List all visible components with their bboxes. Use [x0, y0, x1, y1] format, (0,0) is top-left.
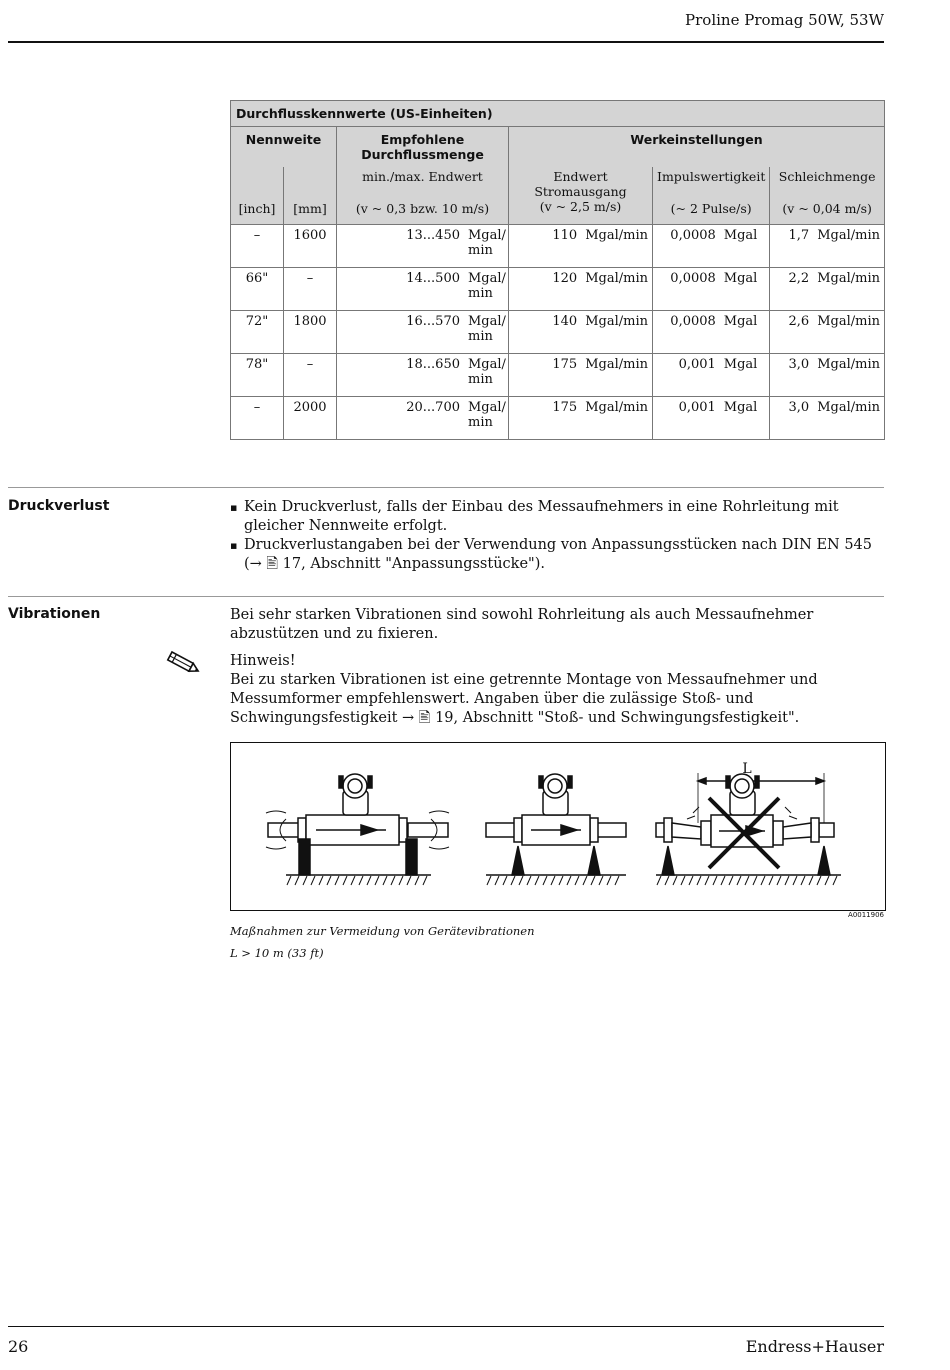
- note-text: Bei zu starken Vibrationen ist eine getrennte Montage von Messaufnehmer und Messumformer empfehlenswert. Angaben über die zulässige Stoß- und Schwingungsfestigkeit → 🖹 19, Abschnitt "Stoß- und Schwingungsfestigkeit".: [230, 672, 818, 726]
- endwert-value: 110: [552, 228, 578, 243]
- impuls-value: 0,001: [678, 400, 716, 415]
- cell-flow: [337, 397, 509, 440]
- subheader-schleichmenge: Schleichmenge (v ~ 0,04 m/s): [770, 167, 885, 225]
- table-row: [231, 397, 885, 440]
- impuls-unit: Mgal: [723, 271, 758, 286]
- note-title: Hinweis!: [230, 653, 296, 669]
- cell-flow: [337, 311, 509, 354]
- cell-flow: [337, 268, 509, 311]
- endwert-unit: Mgal/min: [585, 228, 648, 243]
- endwert-unit: Mgal/min: [585, 314, 648, 329]
- cell-inch: –: [231, 225, 284, 268]
- schleich-value: 3,0: [788, 400, 810, 415]
- endwert-unit: Mgal/min: [585, 357, 648, 372]
- cell-mm: 1800: [284, 311, 337, 354]
- flow-range: 16...570: [406, 314, 460, 329]
- impuls-value: 0,001: [678, 357, 716, 372]
- vibration-figure: [230, 742, 886, 911]
- cell-inch: 66": [231, 268, 284, 311]
- schleich-unit: Mgal/min: [817, 271, 880, 286]
- flow-unit: Mgal/ min: [468, 271, 506, 301]
- cell-schleich: [770, 268, 885, 311]
- cell-endwert: [509, 397, 653, 440]
- schleich-unit: Mgal/min: [817, 314, 880, 329]
- cell-mm: 2000: [284, 397, 337, 440]
- group-header-durchflussmenge: Empfohlene Durchflussmenge: [337, 127, 509, 168]
- left-installation: [266, 774, 449, 875]
- cell-inch: 72": [231, 311, 284, 354]
- pencil-note-icon: [162, 648, 202, 678]
- document-title: Proline Promag 50W, 53W: [685, 11, 884, 29]
- cell-endwert: [509, 311, 653, 354]
- flow-range: 20...700: [406, 400, 460, 415]
- right-ground-hatch: [657, 876, 837, 885]
- cell-inch: –: [231, 397, 284, 440]
- subheader-endwert: Endwert Stromausgang (v ~ 2,5 m/s): [509, 167, 653, 225]
- schleich-unit: Mgal/min: [817, 357, 880, 372]
- endwert-value: 175: [552, 357, 578, 372]
- endwert-unit: Mgal/min: [585, 400, 648, 415]
- flow-unit: Mgal/ min: [468, 314, 506, 344]
- cell-mm: –: [284, 354, 337, 397]
- vibrationen-text: Bei sehr starken Vibrationen sind sowohl Rohrleitung als auch Messaufnehmer abzustützen und zu fixieren.: [230, 607, 814, 642]
- table-caption: Durchflusskennwerte (US-Einheiten): [231, 101, 885, 127]
- schleich-unit: Mgal/min: [817, 228, 880, 243]
- page-number: 26: [8, 1337, 29, 1356]
- schleich-value: 2,6: [788, 314, 810, 329]
- cell-impuls: [653, 311, 770, 354]
- cell-inch: 78": [231, 354, 284, 397]
- cell-endwert: [509, 225, 653, 268]
- flow-unit: Mgal/ min: [468, 400, 506, 430]
- section-divider: [8, 487, 884, 488]
- cell-impuls: [653, 268, 770, 311]
- impuls-value: 0,0008: [670, 314, 716, 329]
- flow-unit: Mgal/ min: [468, 228, 506, 258]
- figure-legend: L > 10 m (33 ft): [230, 946, 324, 960]
- cell-schleich: [770, 311, 885, 354]
- group-header-werkeinstellungen: Werkeinstellungen: [509, 127, 885, 168]
- table-row: [231, 311, 885, 354]
- cell-flow: [337, 354, 509, 397]
- left-ground-hatch: [287, 876, 427, 885]
- impuls-unit: Mgal: [723, 228, 758, 243]
- endwert-unit: Mgal/min: [585, 271, 648, 286]
- subheader-minmax: min./max. Endwert (v ~ 0,3 bzw. 10 m/s): [337, 167, 509, 225]
- endwert-value: 175: [552, 400, 578, 415]
- cell-impuls: [653, 397, 770, 440]
- group-header-nennweite: Nennweite: [231, 127, 337, 168]
- cell-mm: –: [284, 268, 337, 311]
- cell-impuls: [653, 225, 770, 268]
- bullet-item: ▪ Druckverlustangaben bei der Verwendung von Anpassungsstücken nach DIN EN 545 (→ 🖹 17, Abschnitt "Anpassungsstücke").: [230, 536, 885, 574]
- impuls-unit: Mgal: [723, 400, 758, 415]
- cell-endwert: [509, 268, 653, 311]
- dimension-label: L: [742, 761, 752, 777]
- note-block: [230, 652, 885, 728]
- endwert-value: 120: [552, 271, 578, 286]
- header-rule: [8, 41, 884, 43]
- schleich-unit: Mgal/min: [817, 400, 880, 415]
- flow-characteristics-table: [230, 100, 885, 440]
- right-installation-wrong: [656, 773, 841, 875]
- schleich-value: 1,7: [788, 228, 810, 243]
- footer-rule: [8, 1326, 884, 1327]
- impuls-value: 0,0008: [670, 228, 716, 243]
- bullet-item: ▪ Kein Druckverlust, falls der Einbau des Messaufnehmers in eine Rohrleitung mit gleicher Nennweite erfolgt.: [230, 498, 885, 536]
- schleich-value: 3,0: [788, 357, 810, 372]
- section-label-druckverlust: Druckverlust: [8, 498, 110, 514]
- table-row: [231, 225, 885, 268]
- druckverlust-text: [230, 498, 885, 574]
- flow-range: 18...650: [406, 357, 460, 372]
- cell-mm: 1600: [284, 225, 337, 268]
- figure-caption: Maßnahmen zur Vermeidung von Gerätevibrationen: [230, 924, 535, 938]
- schleich-value: 2,2: [788, 271, 810, 286]
- endwert-value: 140: [552, 314, 578, 329]
- table-row: [231, 268, 885, 311]
- flow-unit: Mgal/ min: [468, 357, 506, 387]
- section-label-vibrationen: Vibrationen: [8, 606, 101, 622]
- cell-flow: [337, 225, 509, 268]
- table-row: [231, 354, 885, 397]
- cell-schleich: [770, 225, 885, 268]
- subheader-impulswertigkeit: Impulswertigkeit (~ 2 Pulse/s): [653, 167, 770, 225]
- subheader-mm: [mm]: [284, 167, 337, 225]
- cell-schleich: [770, 354, 885, 397]
- cell-endwert: [509, 354, 653, 397]
- impuls-unit: Mgal: [723, 314, 758, 329]
- flow-range: 14...500: [406, 271, 460, 286]
- middle-ground-hatch: [487, 876, 619, 885]
- figure-code: A0011906: [848, 911, 884, 919]
- impuls-value: 0,0008: [670, 271, 716, 286]
- footer-brand: Endress+Hauser: [745, 1337, 884, 1356]
- cell-schleich: [770, 397, 885, 440]
- middle-installation: [486, 774, 626, 875]
- impuls-unit: Mgal: [723, 357, 758, 372]
- section-divider: [8, 596, 884, 597]
- flow-range: 13...450: [406, 228, 460, 243]
- cell-impuls: [653, 354, 770, 397]
- subheader-inch: [inch]: [231, 167, 284, 225]
